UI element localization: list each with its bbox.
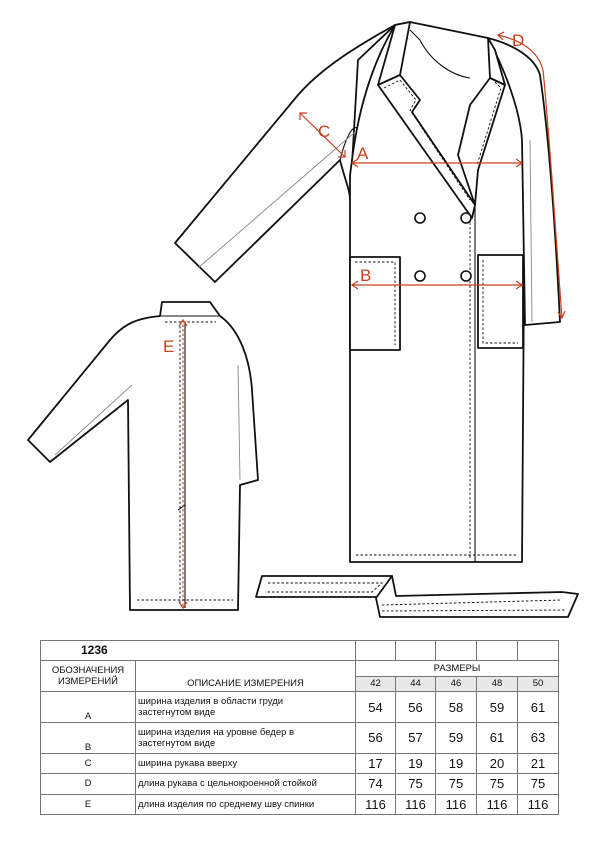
right-pocket — [478, 255, 523, 348]
measure-value: 19 — [396, 753, 436, 773]
measure-code: B — [41, 722, 136, 753]
size-header: 46 — [436, 676, 477, 691]
measure-value: 75 — [518, 774, 559, 794]
measure-value: 116 — [356, 794, 396, 815]
measure-description: ширина изделия на уровне бедер в застегнутом виде — [136, 722, 356, 753]
designations-header: ОБОЗНАЧЕНИЯ ИЗМЕРЕНИЙ — [41, 661, 136, 692]
measure-description: длина рукава с цельнокроенной стойкой — [136, 774, 356, 794]
table-row — [41, 692, 559, 723]
button-icon — [415, 271, 425, 281]
measure-code: E — [41, 794, 136, 815]
dimension-label-e: E — [163, 337, 175, 356]
measure-value: 56 — [396, 692, 436, 723]
measure-value: 75 — [436, 774, 477, 794]
back-view — [28, 302, 258, 610]
measure-value: 116 — [436, 794, 477, 815]
header-row — [41, 661, 559, 676]
measure-value: 116 — [518, 794, 559, 815]
belt — [256, 576, 578, 617]
measure-description: ширина рукава вверху — [136, 753, 356, 773]
back-body — [28, 302, 258, 610]
measure-value: 58 — [436, 692, 477, 723]
table-row — [41, 753, 559, 773]
measure-value: 19 — [436, 753, 477, 773]
measure-value: 61 — [477, 722, 518, 753]
table-row — [41, 794, 559, 815]
dimension-label-a: A — [357, 144, 369, 163]
model-number: 1236 — [41, 641, 136, 661]
measure-value: 20 — [477, 753, 518, 773]
measure-value: 75 — [477, 774, 518, 794]
measure-value: 61 — [518, 692, 559, 723]
size-header: 48 — [477, 676, 518, 691]
size-header: 42 — [356, 676, 396, 691]
measure-value: 57 — [396, 722, 436, 753]
measure-description: ширина изделия в области груди застегнутом виде — [136, 692, 356, 723]
dimension-label-c: C — [318, 122, 331, 141]
dimension-label-d: D — [512, 31, 525, 50]
measure-value: 17 — [356, 753, 396, 773]
dimension-label-b: B — [360, 266, 372, 285]
measure-value: 74 — [356, 774, 396, 794]
button-icon — [461, 213, 471, 223]
measure-description: длина изделия по среднему шву спинки — [136, 794, 356, 815]
size-header: 50 — [518, 676, 559, 691]
table-row — [41, 774, 559, 794]
measure-value: 116 — [477, 794, 518, 815]
table-row — [41, 722, 559, 753]
measure-value: 54 — [356, 692, 396, 723]
button-icon — [461, 271, 471, 281]
button-icon — [415, 213, 425, 223]
measure-value: 59 — [477, 692, 518, 723]
model-row — [41, 641, 559, 661]
size-header: 44 — [396, 676, 436, 691]
measure-code: A — [41, 692, 136, 723]
measure-code: D — [41, 774, 136, 794]
measure-value: 59 — [436, 722, 477, 753]
measurements-table — [40, 640, 558, 815]
left-pocket — [350, 257, 400, 350]
measure-code: C — [41, 753, 136, 773]
measure-value: 116 — [396, 794, 436, 815]
measure-value: 56 — [356, 722, 396, 753]
measure-value: 63 — [518, 722, 559, 753]
sizes-header: РАЗМЕРЫ — [356, 661, 559, 676]
description-header: ОПИСАНИЕ ИЗМЕРЕНИЯ — [136, 661, 356, 692]
measure-value: 75 — [396, 774, 436, 794]
measure-value: 21 — [518, 753, 559, 773]
